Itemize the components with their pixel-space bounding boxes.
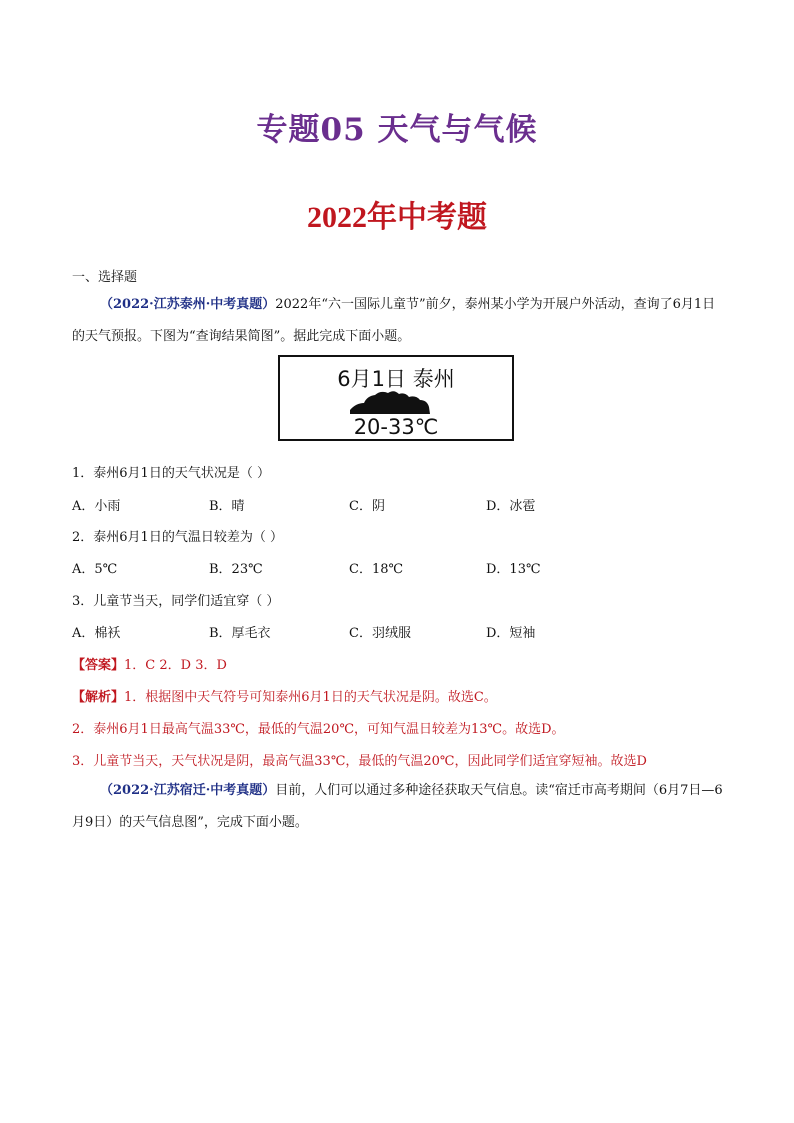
section-label: 一、选择题 (72, 270, 138, 285)
option-c: C．羽绒服 (349, 626, 411, 641)
weather-temp-label: 20-33℃ (353, 415, 439, 439)
intro-text: 目前，人们可以通过多种途径获取天气信息。读“宿迁市高考期间（6月7日—6月9日）的天气信息图”，完成下面小题。 (72, 783, 723, 830)
option-a: A．5℃ (72, 562, 118, 577)
question-3-options (72, 622, 672, 642)
source-tag: （2022·江苏宿迁·中考真题） (100, 783, 276, 798)
answer-line (72, 654, 227, 673)
answer-text: 1．C 2．D 3．D (124, 658, 227, 673)
page-subtitle: 2022年中考题 (307, 201, 487, 234)
intro-paragraph-1 (72, 289, 724, 353)
intro-text: 2022年“六一国际儿童节”前夕，泰州某小学为开展户外活动，查询了6月1日的天气预报。下图为“查询结果简图”。据此完成下面小题。 (72, 297, 716, 344)
question-3: 3．儿童节当天，同学们适宜穿（ ） (72, 594, 280, 609)
option-a: A．小雨 (72, 499, 121, 514)
answer-tag: 【答案】 (72, 658, 125, 673)
option-d: D．13℃ (486, 562, 541, 577)
question-1-options (72, 495, 672, 515)
option-a: A．棉袄 (72, 626, 121, 641)
analysis-tag: 【解析】 (72, 690, 125, 705)
cloud-icon (350, 390, 430, 418)
option-d: D．短袖 (486, 626, 536, 641)
option-c: C．18℃ (349, 562, 404, 577)
option-c: C．阴 (349, 499, 385, 514)
analysis-text-1: 1．根据图中天气符号可知泰州6月1日的天气状况是阴。故选C。 (124, 690, 497, 705)
question-2-options (72, 558, 672, 578)
question-1: 1．泰州6月1日的天气状况是（ ） (72, 466, 270, 481)
analysis-line-1 (72, 686, 497, 705)
weather-date-label: 6月1日 泰州 (337, 367, 455, 391)
weather-card (278, 355, 514, 441)
intro-paragraph-2 (72, 775, 724, 839)
analysis-line-2: 2．泰州6月1日最高气温33℃，最低的气温20℃，可知气温日较差为13℃。故选D。 (72, 722, 565, 737)
source-tag: （2022·江苏泰州·中考真题） (100, 297, 276, 312)
analysis-line-3: 3．儿童节当天，天气状况是阴，最高气温33℃，最低的气温20℃，因此同学们适宜穿短袖。故选D (72, 754, 647, 769)
question-2: 2．泰州6月1日的气温日较差为（ ） (72, 530, 283, 545)
page-title: 专题05 天气与气候 (256, 112, 538, 148)
option-b: B．23℃ (209, 562, 263, 577)
option-d: D．冰雹 (486, 499, 536, 514)
option-b: B．厚毛衣 (209, 626, 271, 641)
option-b: B．晴 (209, 499, 245, 514)
